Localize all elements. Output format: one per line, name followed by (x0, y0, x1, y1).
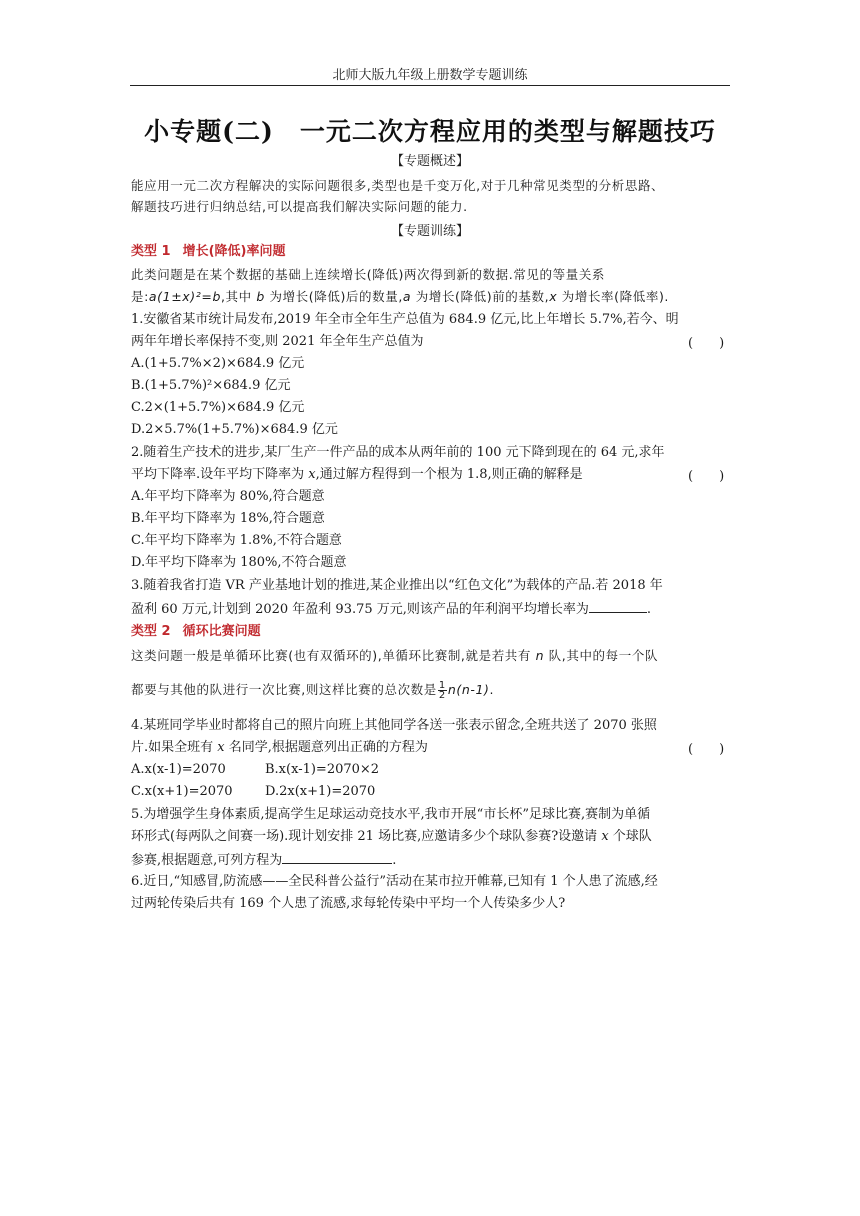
q3-text: 盈利 60 万元,计划到 2020 年盈利 93.75 万元,则该产品的年利润平均增长率为 (131, 602, 589, 617)
type1-desc-text: ,其中 (220, 289, 257, 304)
type1-heading (131, 242, 285, 262)
type1-desc-text: 为增长(降低)后的数量, (264, 289, 403, 304)
type1-label: 类型 1 (131, 244, 171, 259)
q1-answer-paren[interactable]: ( ) (688, 336, 725, 351)
type2-name: 循环比赛问题 (182, 624, 261, 639)
q5-text: 参赛,根据题意,可列方程为 (131, 853, 283, 868)
q1-line-1: 1.安徽省某市统计局发布,2019 年全市全年生产总值为 684.9 亿元,比上年增长 5.7%,若今、明 (131, 312, 679, 327)
q4-option-c[interactable]: C.x(x+1)=2070 (131, 784, 233, 799)
training-heading: 【专题训练】 (390, 224, 469, 239)
q4-option-b[interactable]: B.x(x-1)=2070×2 (265, 762, 380, 777)
overview-heading: 【专题概述】 (390, 154, 469, 169)
var-x: x (601, 829, 609, 844)
type2-label: 类型 2 (131, 624, 171, 639)
q2-line-2 (131, 465, 583, 485)
type2-heading (131, 622, 261, 642)
q4-option-a[interactable]: A.x(x-1)=2070 (131, 762, 226, 777)
q5-text: 个球队 (608, 829, 652, 844)
type2-period: . (489, 682, 495, 697)
type1-formula: a(1±x)²=b (148, 289, 221, 304)
q4-line-1: 4.某班同学毕业时都将自己的照片向班上其他同学各送一张表示留念,全班共送了 2070 张照 (131, 718, 657, 733)
q2-line-1: 2.随着生产技术的进步,某厂生产一件产品的成本从两年前的 100 元下降到现在的 64 元,求年 (131, 445, 665, 460)
q4-text: 名同学,根据题意列出正确的方程为 (224, 740, 428, 755)
q5-period: . (392, 853, 397, 868)
q1-option-b[interactable]: B.(1+5.7%)²×684.9 亿元 (131, 378, 291, 393)
q6-line-2: 过两轮传染后共有 169 个人患了流感,求每轮传染中平均一个人传染多少人? (131, 896, 566, 911)
q1-line-2: 两年年增长率保持不变,则 2021 年全年生产总值为 (131, 334, 424, 349)
q3-line-1: 3.随着我省打造 VR 产业基地计划的推进,某企业推出以“红色文化”为载体的产品.若 2018 年 (131, 578, 663, 593)
type2-desc-2 (131, 680, 494, 700)
q5-line-3 (131, 849, 396, 871)
type1-desc-1: 此类问题是在某个数据的基础上连续增长(降低)两次得到新的数据.常见的等量关系 (131, 267, 606, 282)
var-a: a (402, 289, 412, 304)
q2-option-d[interactable]: D.年平均下降率为 180%,不符合题意 (131, 555, 347, 570)
q5-answer-blank[interactable] (282, 849, 392, 864)
q2-answer-paren[interactable]: ( ) (688, 469, 725, 484)
var-n: n (535, 648, 545, 663)
overview-line-1: 能应用一元二次方程解决的实际问题很多,类型也是千变万化,对于几种常见类型的分析思路、 (131, 178, 665, 193)
q2-option-c[interactable]: C.年平均下降率为 1.8%,不符合题意 (131, 533, 342, 548)
header-rule (130, 85, 730, 86)
q1-option-a[interactable]: A.(1+5.7%×2)×684.9 亿元 (131, 356, 305, 371)
q2-option-b[interactable]: B.年平均下降率为 18%,符合题意 (131, 511, 325, 526)
q3-answer-blank[interactable] (589, 598, 647, 613)
type1-name: 增长(降低)率问题 (182, 244, 286, 259)
type2-desc-text: 这类问题一般是单循环比赛(也有双循环的),单循环比赛制,就是若共有 (131, 648, 536, 663)
type2-desc-1 (131, 646, 658, 666)
var-x: x (217, 740, 225, 755)
page-title: 小专题(二) 一元二次方程应用的类型与解题技巧 (144, 117, 716, 146)
type2-desc-text: 队,其中的每一个队 (544, 648, 659, 663)
q1-option-d[interactable]: D.2×5.7%(1+5.7%)×684.9 亿元 (131, 422, 338, 437)
type1-desc-text: 为增长率(降低率). (557, 289, 669, 304)
page-header: 北师大版九年级上册数学专题训练 (332, 68, 528, 83)
var-x: x (308, 467, 316, 482)
q4-option-d[interactable]: D.2x(x+1)=2070 (265, 784, 376, 799)
fraction-one-half (438, 681, 447, 700)
type2-formula: n(n-1) (447, 682, 490, 697)
q4-line-2 (131, 738, 428, 758)
q3-line-2 (131, 598, 651, 620)
fraction-numerator: 1 (438, 680, 446, 691)
fraction-denominator: 2 (438, 690, 446, 701)
type1-desc-text: 为增长(降低)前的基数, (411, 289, 550, 304)
q2-option-a[interactable]: A.年平均下降率为 80%,符合题意 (131, 489, 325, 504)
q4-answer-paren[interactable]: ( ) (688, 742, 725, 757)
var-b: b (256, 289, 265, 304)
q5-text: 环形式(每两队之间赛一场).现计划安排 21 场比赛,应邀请多少个球队参赛?设邀请 (131, 829, 602, 844)
q1-option-c[interactable]: C.2×(1+5.7%)×684.9 亿元 (131, 400, 305, 415)
q2-text: 平均下降率.设年平均下降率为 (131, 467, 309, 482)
q3-period: . (646, 602, 652, 617)
q2-text: ,通过解方程得到一个根为 1.8,则正确的解释是 (315, 467, 583, 482)
type1-desc-text: 是: (131, 289, 149, 304)
q5-line-2 (131, 827, 652, 847)
q5-line-1: 5.为增强学生身体素质,提高学生足球运动竞技水平,我市开展“市长杯”足球比赛,赛制为单循 (131, 807, 651, 822)
q6-line-1: 6.近日,“知感冒,防流感——全民科普公益行”活动在某市拉开帷幕,已知有 1 个人患了流感,经 (131, 874, 658, 889)
q4-text: 片.如果全班有 (131, 740, 218, 755)
overview-line-2: 解题技巧进行归纳总结,可以提高我们解决实际问题的能力. (131, 199, 468, 214)
var-x: x (549, 289, 558, 304)
type1-desc-2 (131, 287, 669, 307)
type2-desc-text: 都要与其他的队进行一次比赛,则这样比赛的总次数是 (131, 682, 437, 697)
